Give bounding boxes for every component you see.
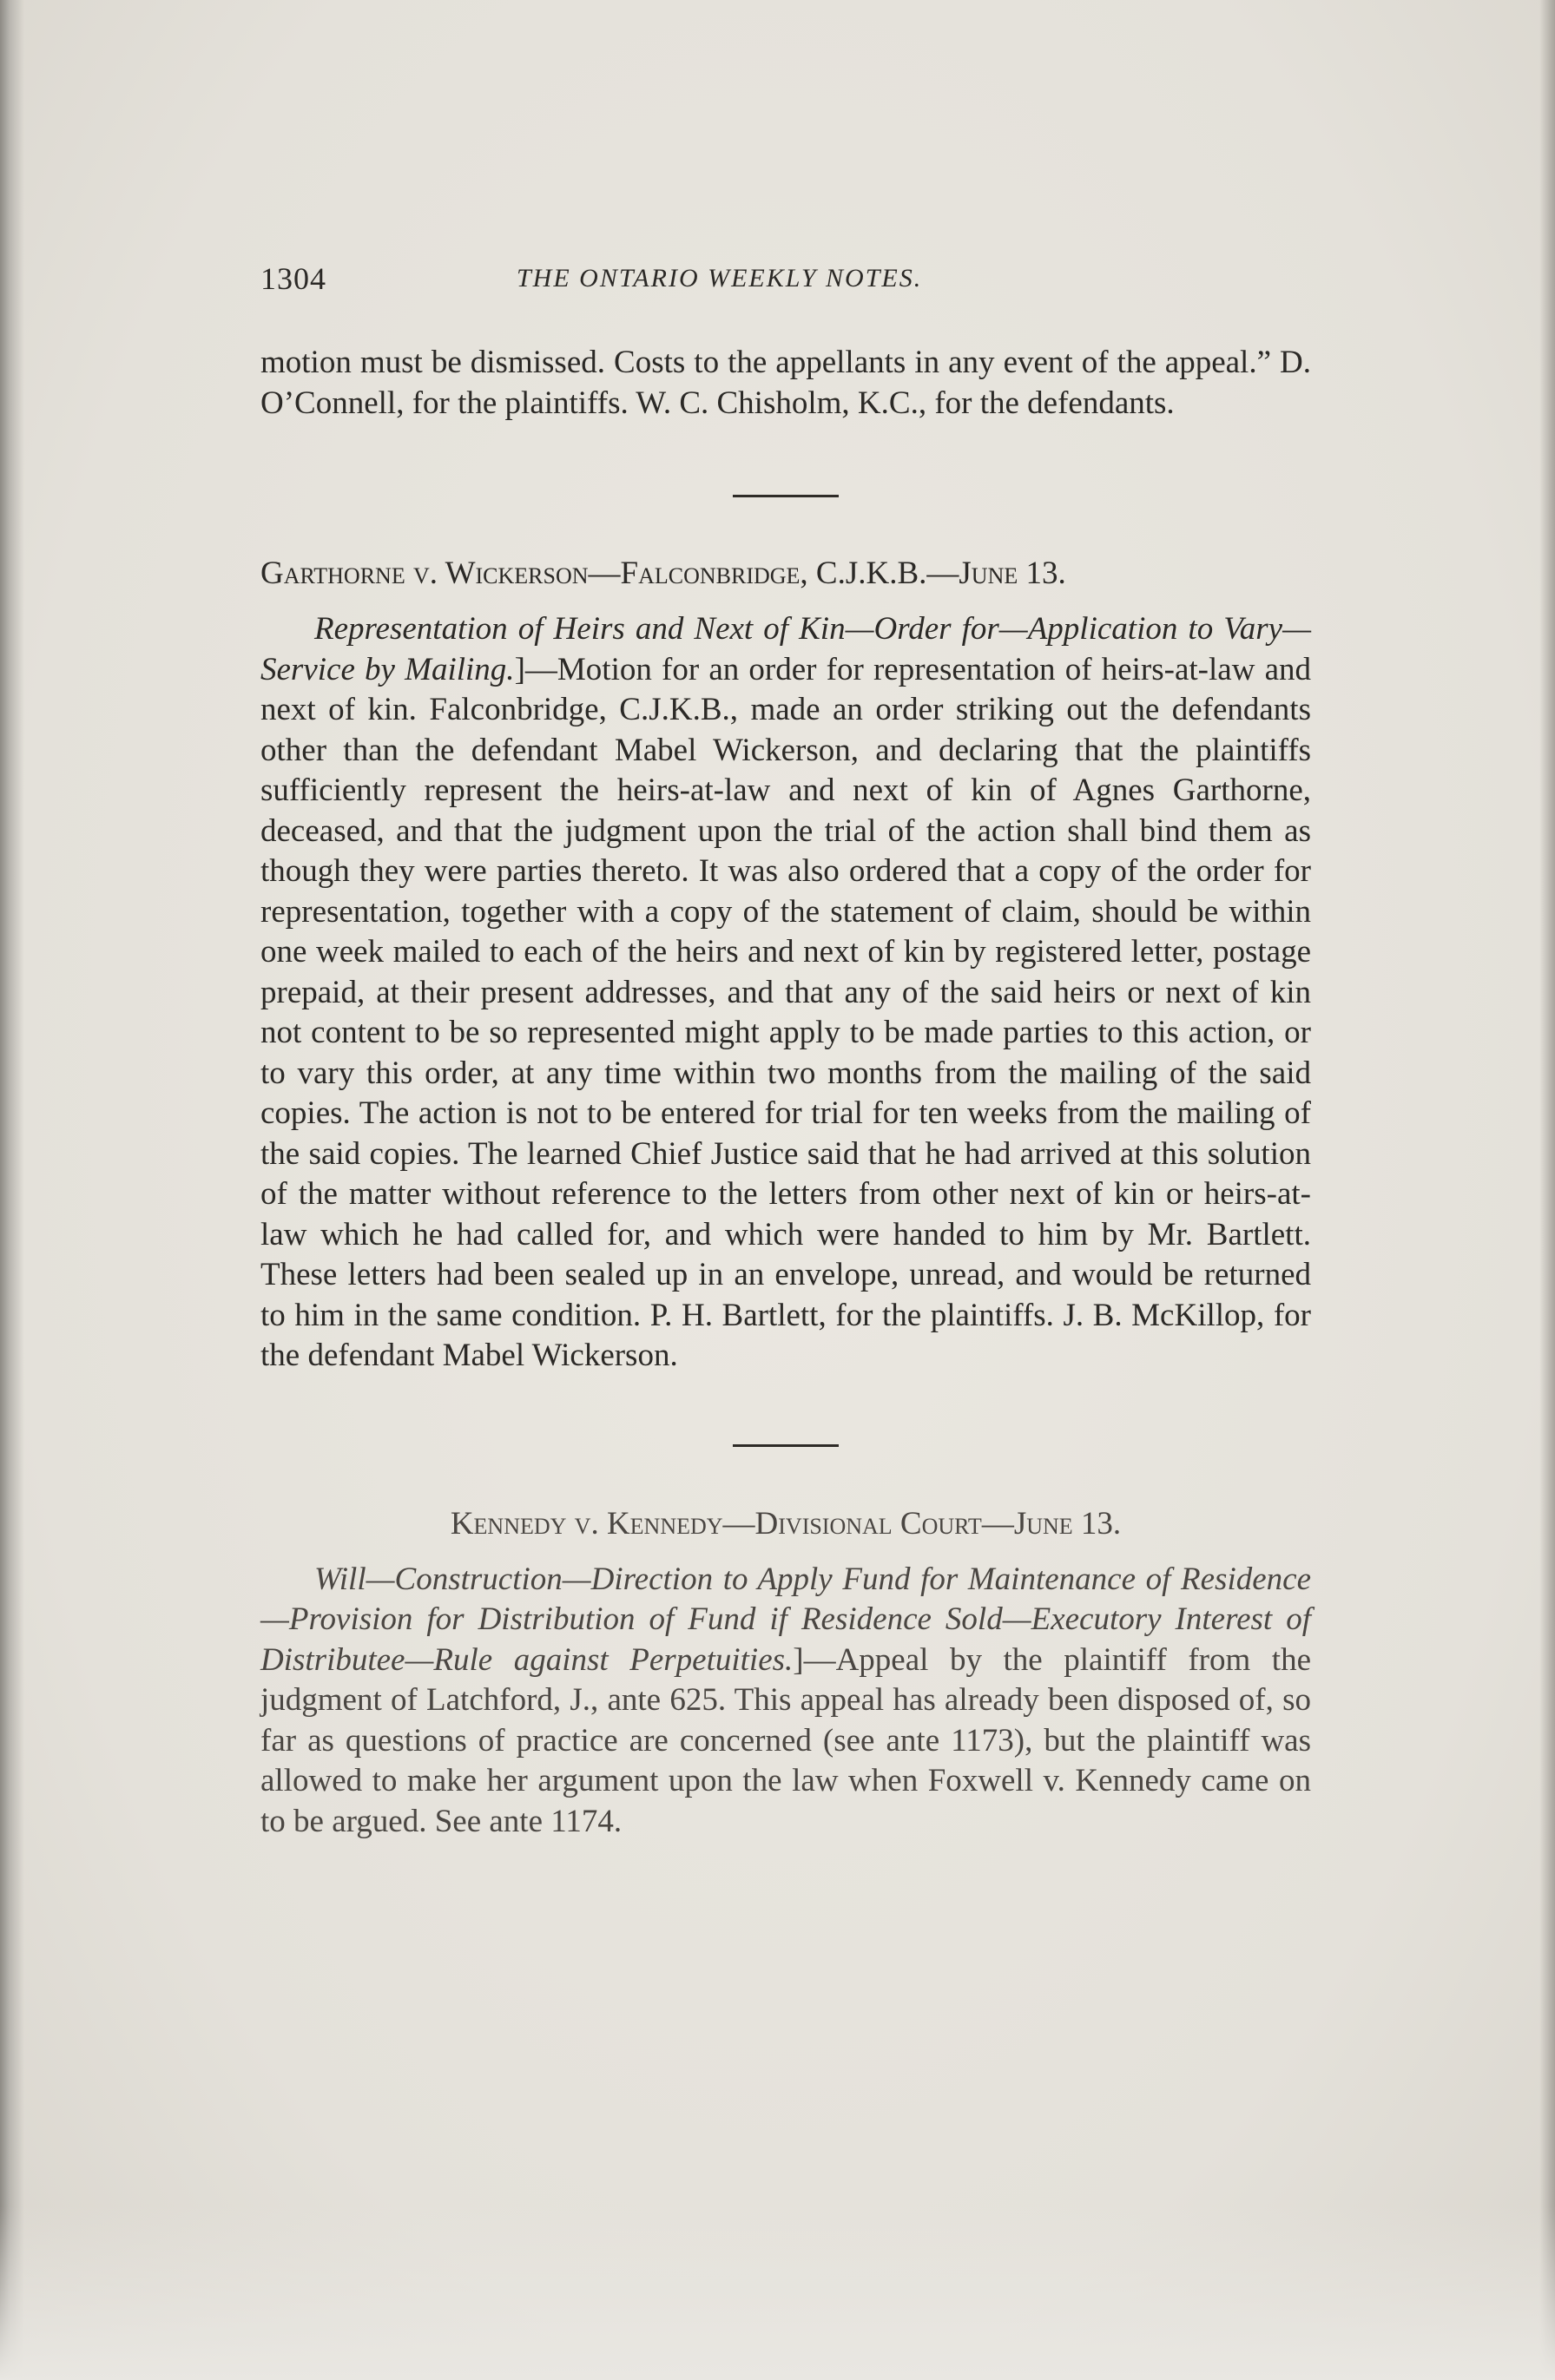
headnote-kennedy: Will—Construction—Direction to Apply Fund for Maintenance of Residence—Provision for Distribution of Fund if Residence Sold—Executory Interest of Distributee—Rule against Perpetuities.	[260, 1561, 1311, 1678]
case-heading-kennedy: Kennedy v. Kennedy—Divisional Court—June 13.	[450, 1505, 1122, 1542]
case-text-kennedy: ]—Appeal by the plaintiff from the judgment of Latchford, J., ante 625. This appeal has already been disposed of, so far as questions of practice are concerned (see ante 1173), but the plaintiff was allowed to make her argument upon the law when Foxwell v. Kennedy came on to be argued. See ante 1174.	[260, 1641, 1311, 1839]
top-paragraph: motion must be dismissed. Costs to the appellants in any event of the appeal.” D. O’Connell, for the plaintiffs. W. C. Chisholm, K.C., for the defendants.	[260, 345, 1311, 421]
running-title: THE ONTARIO WEEKLY NOTES.	[517, 264, 923, 293]
page-body	[260, 343, 1311, 1842]
case-body-kennedy	[260, 1560, 1311, 1843]
page-edge-right	[1539, 0, 1555, 2380]
page-edge-left	[0, 0, 24, 2380]
headnote-garthorne: Representation of Heirs and Next of Kin—Order for—Application to Vary—Service by Mailing.	[260, 611, 1311, 687]
case-text-garthorne: ]—Motion for an order for representation of heirs-at-law and next of kin. Falconbridge, C.J.K.B., made an order striking out the defendants other than the defendant Mabel Wickerson, and declaring that the plaintiffs sufficiently represent the heirs-at-law and next of kin of Agnes Garthorne, deceased, and that the judgment upon the trial of the action shall bind them as though they were parties thereto. It was also ordered that a copy of the order for representation, together with a copy of the statement of claim, should be within one week mailed to each of the heirs and next of kin by registered letter, postage prepaid, at their present addresses, and that any of the said heirs or next of kin not content to be so represented might apply to be made parties to this action, or to vary this order, at any time within two months from the mailing of the said copies. The action is not to be entered for trial for ten weeks from the mailing of the said copies. The learned Chief Justice said that he had arrived at this solution of the matter without reference to the letters from other next of kin or heirs-at-law which he had called for, and which were handed to him by Mr. Bartlett. These letters had been sealed up in an envelope, unread, and would be returned to him in the same condition. P. H. Bartlett, for the plaintiffs. J. B. McKillop, for the defendant Mabel Wickerson.	[260, 651, 1312, 1373]
case-heading-garthorne: Garthorne v. Wickerson—Falconbridge, C.J.K.B.—June 13.	[260, 556, 1066, 591]
case-body-garthorne	[260, 609, 1311, 1377]
page-header	[260, 260, 1311, 304]
page-number: 1304	[260, 261, 326, 296]
page-edge-bottom	[0, 2206, 1555, 2380]
